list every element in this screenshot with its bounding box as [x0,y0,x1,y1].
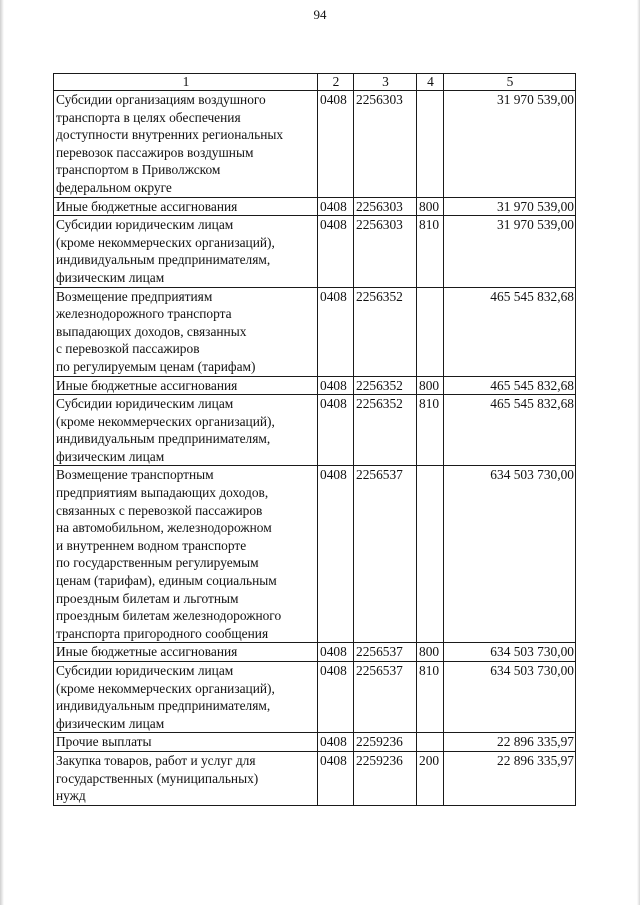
table-row [54,395,576,466]
row-sum-cell: 634 503 730,00 [444,662,576,733]
row-sum-cell: 465 545 832,68 [444,395,576,466]
table-row [54,643,576,662]
header-cell-article: 3 [354,74,417,91]
row-expense-type-cell: 810 [417,662,444,733]
row-name-cell: Субсидии юридическим лицам (кроме некоммерческих организаций), индивидуальным предпринимателям, физическим лицам [54,662,318,733]
row-expense-type-cell [417,466,444,643]
row-expense-type-cell: 810 [417,395,444,466]
row-expense-type-cell: 800 [417,376,444,395]
row-sum-cell: 31 970 539,00 [444,91,576,198]
row-section-cell: 0408 [318,376,354,395]
page-number: 94 [313,7,327,22]
table-row [54,216,576,287]
row-section-cell: 0408 [318,466,354,643]
row-sum-cell: 634 503 730,00 [444,643,576,662]
table-row [54,376,576,395]
header-cell-section: 2 [318,74,354,91]
row-name-cell: Прочие выплаты [54,733,318,752]
row-section-cell: 0408 [318,733,354,752]
row-section-cell: 0408 [318,751,354,805]
row-article-cell: 2256537 [354,466,417,643]
row-name-cell: Иные бюджетные ассигнования [54,376,318,395]
row-article-cell: 2256352 [354,395,417,466]
table-row [54,91,576,198]
row-sum-cell: 31 970 539,00 [444,216,576,287]
table-row [54,197,576,216]
row-expense-type-cell: 800 [417,197,444,216]
table-header-row [54,74,576,91]
row-expense-type-cell: 800 [417,643,444,662]
row-section-cell: 0408 [318,395,354,466]
row-article-cell: 2256352 [354,376,417,395]
row-expense-type-cell [417,287,444,376]
table-row [54,751,576,805]
header-cell-name: 1 [54,74,318,91]
header-cell-sum: 5 [444,74,576,91]
row-name-cell: Иные бюджетные ассигнования [54,197,318,216]
row-name-cell: Закупка товаров, работ и услуг для государственных (муниципальных) нужд [54,751,318,805]
row-article-cell: 2256303 [354,216,417,287]
row-expense-type-cell: 200 [417,751,444,805]
row-article-cell: 2256537 [354,662,417,733]
row-section-cell: 0408 [318,287,354,376]
row-article-cell: 2259236 [354,751,417,805]
table-row [54,733,576,752]
row-section-cell: 0408 [318,197,354,216]
row-sum-cell: 31 970 539,00 [444,197,576,216]
row-name-cell: Возмещение транспортным предприятиям выпадающих доходов, связанных с перевозкой пассажиров на автомобильном, железнодорожном и внутреннем водном транспорте по государственным регулируемым ценам (тарифам), единым социальным проездным билетам и льготным проездным билетам железнодорожного транспорта пригородного сообщения [54,466,318,643]
row-section-cell: 0408 [318,643,354,662]
row-article-cell: 2256352 [354,287,417,376]
row-section-cell: 0408 [318,216,354,287]
row-expense-type-cell: 810 [417,216,444,287]
row-section-cell: 0408 [318,662,354,733]
budget-table [53,73,576,806]
row-name-cell: Субсидии юридическим лицам (кроме некоммерческих организаций), индивидуальным предпринимателям, физическим лицам [54,395,318,466]
row-name-cell: Возмещение предприятиям железнодорожного транспорта выпадающих доходов, связанных с перевозкой пассажиров по регулируемым ценам (тарифам) [54,287,318,376]
row-sum-cell: 22 896 335,97 [444,733,576,752]
row-section-cell: 0408 [318,91,354,198]
row-name-cell: Иные бюджетные ассигнования [54,643,318,662]
table-row [54,662,576,733]
row-expense-type-cell [417,91,444,198]
row-name-cell: Субсидии юридическим лицам (кроме некоммерческих организаций), индивидуальным предпринимателям, физическим лицам [54,216,318,287]
row-expense-type-cell [417,733,444,752]
row-article-cell: 2259236 [354,733,417,752]
row-article-cell: 2256303 [354,197,417,216]
scan-edge-left [0,0,4,905]
row-sum-cell: 465 545 832,68 [444,376,576,395]
table-row [54,287,576,376]
row-sum-cell: 465 545 832,68 [444,287,576,376]
row-name-cell: Субсидии организациям воздушного транспорта в целях обеспечения доступности внутренних региональных перевозок пассажиров воздушным транспортом в Приволжском федеральном округе [54,91,318,198]
row-sum-cell: 22 896 335,97 [444,751,576,805]
row-sum-cell: 634 503 730,00 [444,466,576,643]
table-row [54,466,576,643]
header-cell-expense-type: 4 [417,74,444,91]
row-article-cell: 2256537 [354,643,417,662]
row-article-cell: 2256303 [354,91,417,198]
